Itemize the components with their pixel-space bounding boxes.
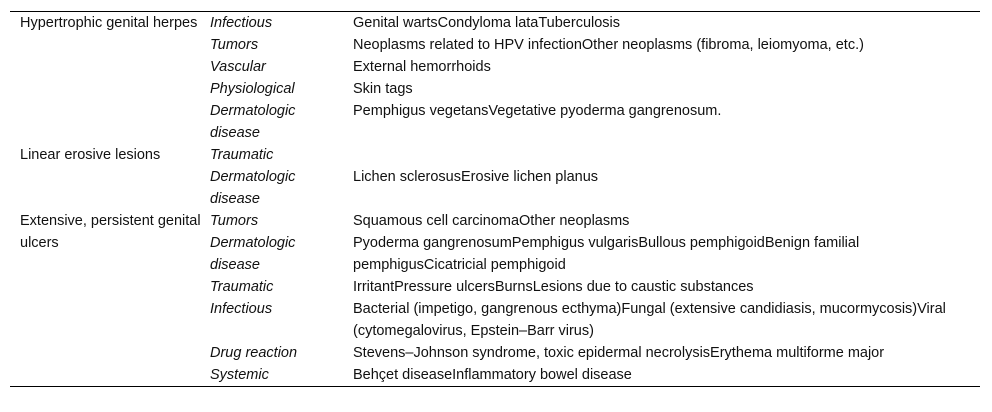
entities-cell: IrritantPressure ulcersBurnsLesions due to caustic substances: [353, 279, 754, 295]
entities-cell: Neoplasms related to HPV infectionOther neoplasms (fibroma, leiomyoma, etc.): [353, 37, 864, 53]
entities-cell: [353, 144, 980, 166]
cause-cell: Dermatologic disease: [210, 169, 296, 207]
table-body: [10, 12, 980, 386]
entities-cell: External hemorrhoids: [353, 59, 491, 75]
table-row: [10, 144, 980, 166]
entities-cell: Skin tags: [353, 81, 413, 97]
entities-cell: Genital wartsCondyloma lataTuberculosis: [353, 15, 621, 31]
entities-cell: Pyoderma gangrenosumPemphigus vulgarisBullous pemphigoidBenign familial pemphigusCicatricial pemphigoid: [353, 235, 860, 273]
entities-cell: Pemphigus vegetansVegetative pyoderma gangrenosum.: [353, 103, 722, 119]
cause-cell: Traumatic: [210, 147, 274, 163]
entities-cell: Stevens–Johnson syndrome, toxic epidermal necrolysisErythema multiforme major: [353, 345, 885, 361]
group-cell: Extensive, persistent genital ulcers: [20, 213, 201, 251]
cause-cell: Dermatologic disease: [210, 235, 296, 273]
cause-cell: Drug reaction: [210, 345, 298, 361]
entities-cell: Bacterial (impetigo, gangrenous ecthyma)Fungal (extensive candidiasis, mucormycosis)Viral (cytomegalovirus, Epstein–Barr virus): [353, 301, 946, 339]
cause-cell: Infectious: [210, 301, 273, 317]
cause-cell: Tumors: [210, 37, 259, 53]
table-row: [10, 210, 980, 232]
entities-cell: Squamous cell carcinomaOther neoplasms: [353, 213, 630, 229]
cause-cell: Systemic: [210, 367, 269, 383]
entities-cell: Behçet diseaseInflammatory bowel disease: [353, 367, 632, 383]
group-cell: Hypertrophic genital herpes: [20, 15, 198, 31]
cause-cell: Physiological: [210, 81, 295, 97]
table-row: [10, 12, 980, 34]
cause-cell: Traumatic: [210, 279, 274, 295]
cause-cell: Infectious: [210, 15, 273, 31]
differential-diagnosis-table: [10, 11, 980, 387]
cause-cell: Dermatologic disease: [210, 103, 296, 141]
entities-cell: Lichen sclerosusErosive lichen planus: [353, 169, 599, 185]
group-cell: Linear erosive lesions: [20, 147, 161, 163]
cause-cell: Tumors: [210, 213, 259, 229]
cause-cell: Vascular: [210, 59, 266, 75]
